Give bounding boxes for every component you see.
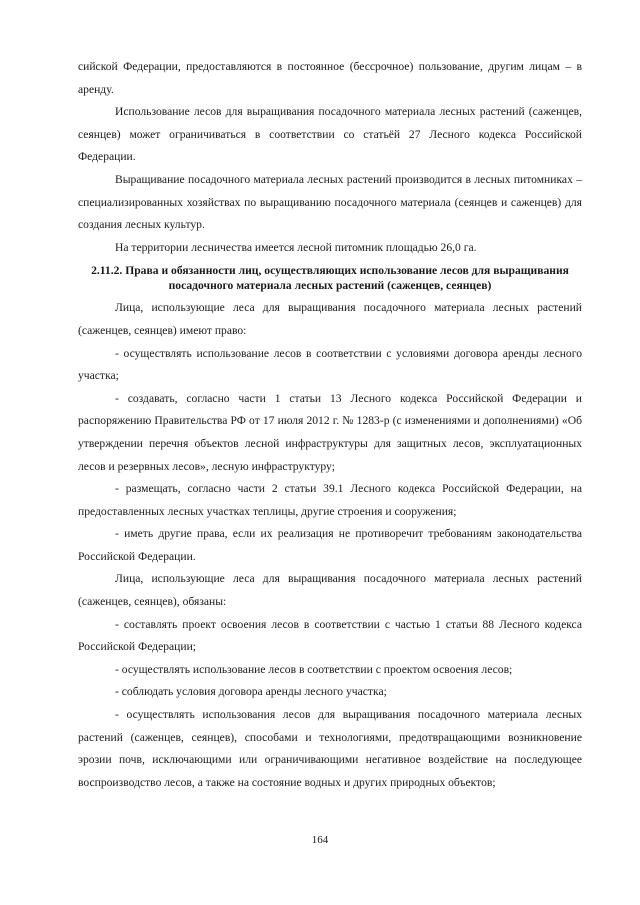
paragraph: - иметь другие права, если их реализация не противоречит требованиям законодательства Российской Федерации. (78, 527, 582, 563)
paragraph: - размещать, согласно части 2 статьи 39.1 Лесного кодекса Российской Федерации, на предоставленных лесных участках теплицы, другие строения и сооружения; (78, 482, 582, 518)
paragraph: - составлять проект освоения лесов в соответствии с частью 1 статьи 88 Лесного кодекса Российской Федерации; (78, 617, 582, 654)
paragraphs-after-heading (78, 297, 582, 794)
paragraph: - осуществлять использования лесов для выращивания посадочного материала лесных растений (саженцев, сеянцев), способами и технологиями, предотвращающими возникновение эрозии почв, исключающими или ограничивающими негативное воздействие на последующее воспроизводство лесов, а также на состояние водных и других природных объектов; (78, 708, 582, 789)
document-page (78, 56, 582, 794)
paragraph: На территории лесничества имеется лесной питомник площадью 26,0 га. (115, 240, 477, 254)
paragraph: Лица, использующие леса для выращивания посадочного материала лесных растений (саженцев, сеянцев), обязаны: (78, 572, 582, 609)
paragraph: Лица, использующие леса для выращивания посадочного материала лесных растений (саженцев, сеянцев) имеют право: (78, 301, 582, 337)
page-number: 164 (311, 834, 329, 846)
paragraph: - создавать, согласно части 1 статьи 13 Лесного кодекса Российской Федерации и распоряжению Правительства РФ от 17 июля 2012 г. № 1283-р (с изменениями и дополнениями) «Об утверждении перечня объектов лесной инфраструктуры для защитных лесов, эксплуатационных лесов и резервных лесов», лесную инфраструктуру; (78, 391, 582, 473)
paragraph: Использование лесов для выращивания посадочного материала лесных растений (саженцев, сеянцев) может ограничиваться в соответствии со статьёй 27 Лесного кодекса Российской Федерации. (78, 105, 582, 164)
paragraph: Выращивание посадочного материала лесных растений производится в лесных питомниках – специализированных хозяйствах по выращиванию посадочного материала (сеянцев и саженцев) для создания лесных культур. (78, 172, 582, 232)
paragraph: - соблюдать условия договора аренды лесного участка; (115, 685, 387, 699)
paragraph: - осуществлять использование лесов в соответствии с условиями договора аренды лесного участка; (78, 346, 582, 383)
paragraphs-before-heading (78, 56, 582, 259)
paragraph: сийской Федерации, предоставляются в постоянное (бессрочное) пользование, другим лицам – в аренду. (78, 60, 582, 96)
section-heading: 2.11.2. Права и обязанности лиц, осуществляющих использование лесов для выращивания посадочного материала лесных растений (саженцев, сеянцев) (91, 264, 569, 293)
paragraph: - осуществлять использование лесов в соответствии с проектом освоения лесов; (115, 662, 513, 676)
